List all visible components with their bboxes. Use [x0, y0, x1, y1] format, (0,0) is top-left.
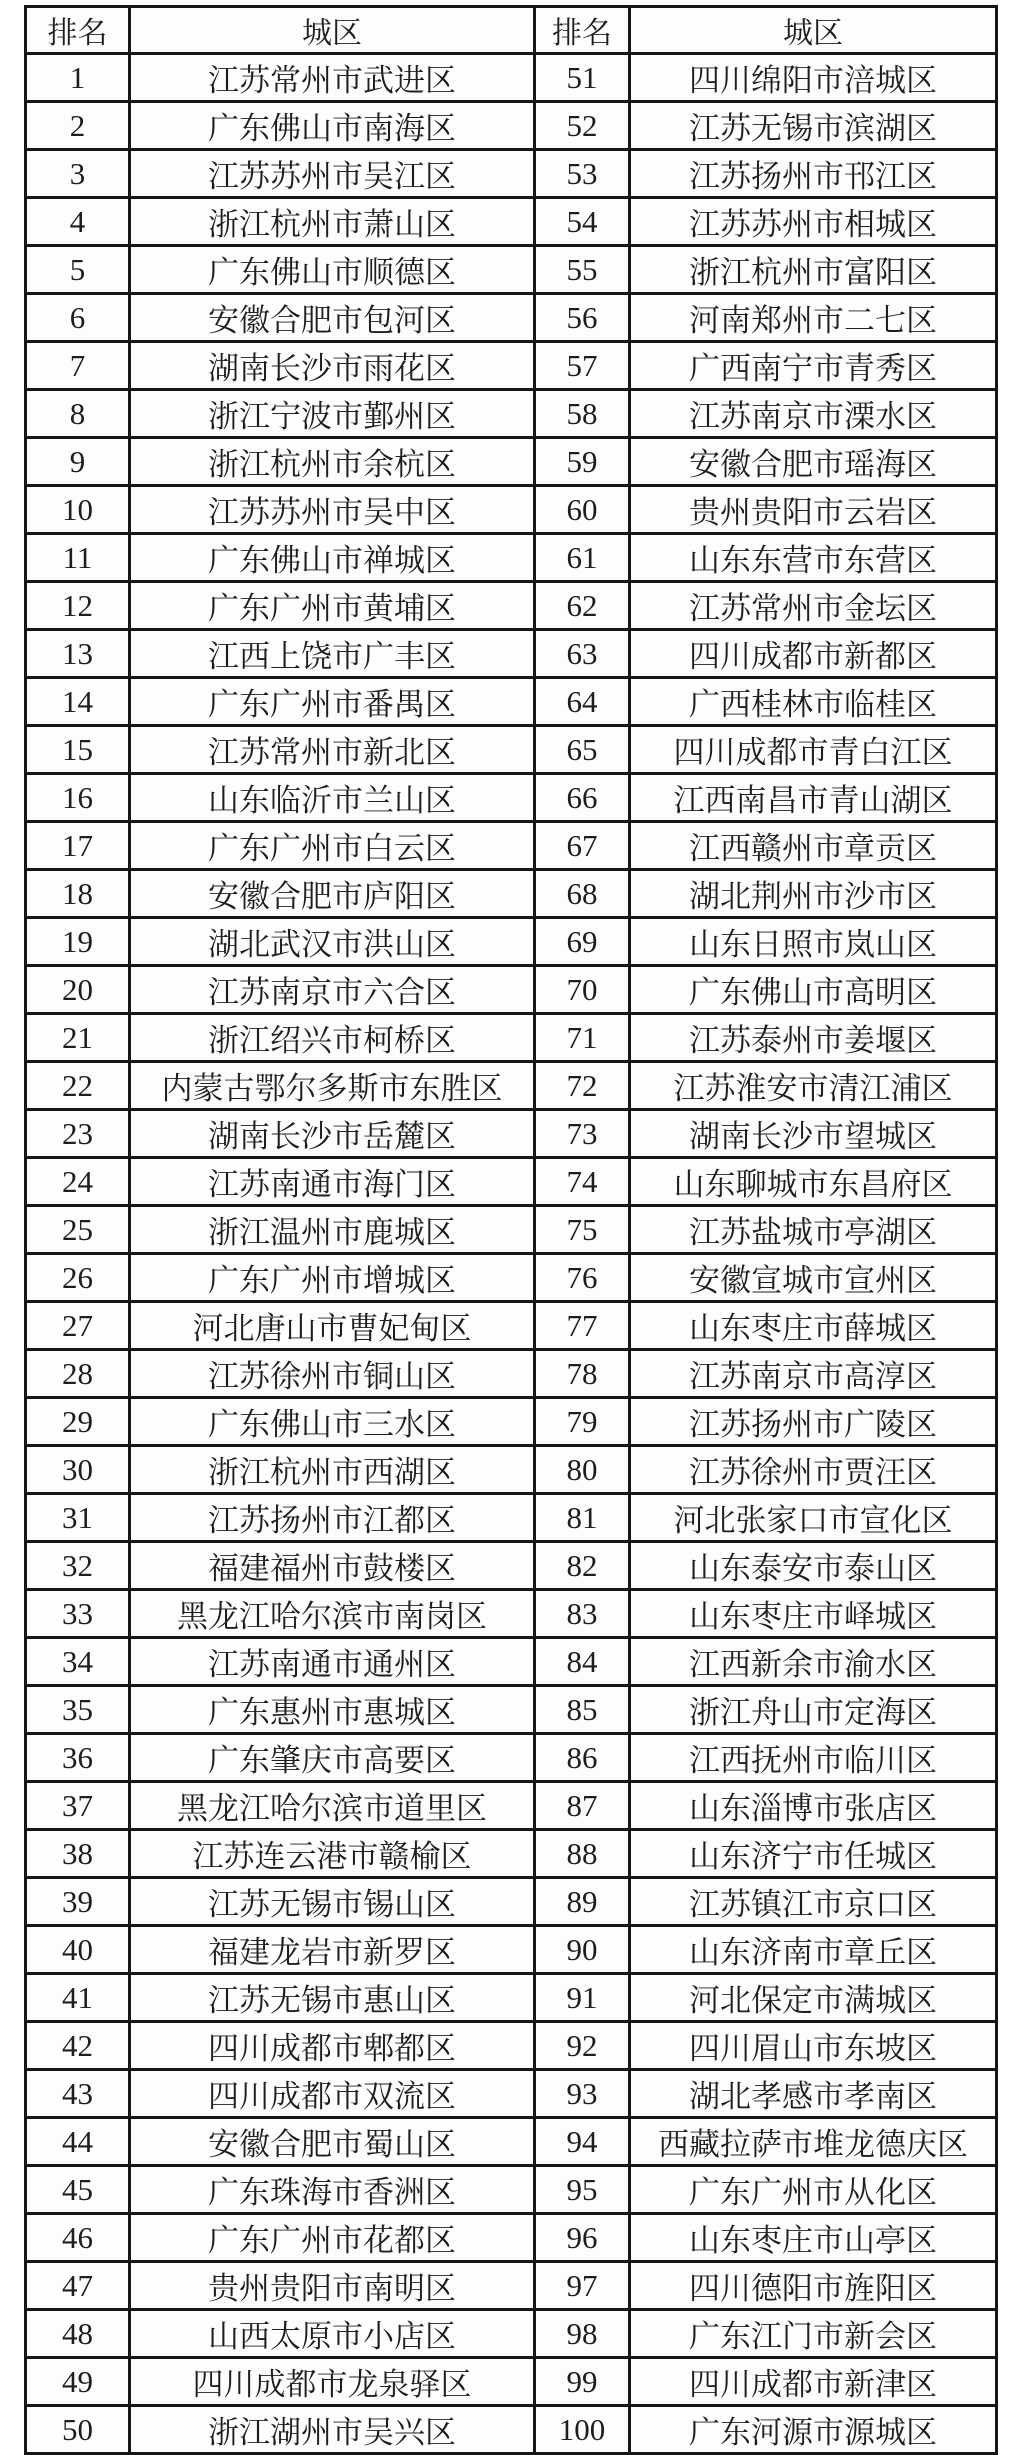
rank-cell: 50	[26, 2406, 130, 2454]
rank-header-left: 排名	[26, 7, 130, 54]
rank-cell: 73	[535, 1110, 630, 1158]
rank-cell: 89	[535, 1878, 630, 1926]
rank-cell: 11	[26, 534, 130, 582]
rank-cell: 64	[535, 678, 630, 726]
district-cell: 黑龙江哈尔滨市道里区	[130, 1782, 535, 1830]
table-row	[26, 1926, 997, 1974]
district-cell: 浙江绍兴市柯桥区	[130, 1014, 535, 1062]
rank-cell: 75	[535, 1206, 630, 1254]
rank-cell: 24	[26, 1158, 130, 1206]
table-row	[26, 1830, 997, 1878]
district-cell: 山东枣庄市峄城区	[630, 1590, 997, 1638]
district-cell: 河北张家口市宣化区	[630, 1494, 997, 1542]
rank-cell: 66	[535, 774, 630, 822]
rank-cell: 95	[535, 2166, 630, 2214]
rank-cell: 36	[26, 1734, 130, 1782]
district-cell: 安徽合肥市瑶海区	[630, 438, 997, 486]
district-cell: 江苏苏州市吴江区	[130, 150, 535, 198]
district-cell: 湖南长沙市岳麓区	[130, 1110, 535, 1158]
rank-cell: 40	[26, 1926, 130, 1974]
rank-cell: 83	[535, 1590, 630, 1638]
rank-cell: 61	[535, 534, 630, 582]
rank-cell: 14	[26, 678, 130, 726]
table-row	[26, 1638, 997, 1686]
district-cell: 浙江温州市鹿城区	[130, 1206, 535, 1254]
district-cell: 湖南长沙市雨花区	[130, 342, 535, 390]
rank-cell: 93	[535, 2070, 630, 2118]
table-row	[26, 1734, 997, 1782]
table-row	[26, 438, 997, 486]
district-cell: 广东佛山市禅城区	[130, 534, 535, 582]
rank-cell: 59	[535, 438, 630, 486]
district-cell: 江苏常州市新北区	[130, 726, 535, 774]
table-row	[26, 390, 997, 438]
table-row	[26, 1590, 997, 1638]
rank-cell: 35	[26, 1686, 130, 1734]
rank-cell: 2	[26, 102, 130, 150]
district-cell: 江苏无锡市惠山区	[130, 1974, 535, 2022]
district-cell: 浙江杭州市萧山区	[130, 198, 535, 246]
district-cell: 广东广州市白云区	[130, 822, 535, 870]
rank-cell: 88	[535, 1830, 630, 1878]
district-cell: 河南郑州市二七区	[630, 294, 997, 342]
table-row	[26, 2214, 997, 2262]
district-cell: 黑龙江哈尔滨市南岗区	[130, 1590, 535, 1638]
rank-cell: 20	[26, 966, 130, 1014]
table-row	[26, 1974, 997, 2022]
district-cell: 江苏南京市六合区	[130, 966, 535, 1014]
district-cell: 江苏淮安市清江浦区	[630, 1062, 997, 1110]
district-cell: 江苏扬州市邗江区	[630, 150, 997, 198]
rank-cell: 28	[26, 1350, 130, 1398]
district-cell: 江苏无锡市锡山区	[130, 1878, 535, 1926]
rank-cell: 22	[26, 1062, 130, 1110]
district-cell: 江西南昌市青山湖区	[630, 774, 997, 822]
header-row	[26, 7, 997, 54]
rank-cell: 47	[26, 2262, 130, 2310]
district-cell: 湖北武汉市洪山区	[130, 918, 535, 966]
rank-cell: 86	[535, 1734, 630, 1782]
table-row	[26, 2406, 997, 2454]
rank-cell: 78	[535, 1350, 630, 1398]
table-row	[26, 774, 997, 822]
table-row	[26, 678, 997, 726]
table-row	[26, 2070, 997, 2118]
district-cell: 广东河源市源城区	[630, 2406, 997, 2454]
rank-cell: 97	[535, 2262, 630, 2310]
district-cell: 四川成都市龙泉驿区	[130, 2358, 535, 2406]
district-cell: 广西南宁市青秀区	[630, 342, 997, 390]
district-cell: 江西新余市渝水区	[630, 1638, 997, 1686]
table-row	[26, 582, 997, 630]
table-row	[26, 1158, 997, 1206]
rank-cell: 99	[535, 2358, 630, 2406]
district-cell: 广东佛山市南海区	[130, 102, 535, 150]
rank-cell: 33	[26, 1590, 130, 1638]
ranking-table-body	[26, 54, 997, 2454]
rank-cell: 71	[535, 1014, 630, 1062]
district-cell: 广西桂林市临桂区	[630, 678, 997, 726]
district-cell: 西藏拉萨市堆龙德庆区	[630, 2118, 997, 2166]
rank-cell: 12	[26, 582, 130, 630]
rank-cell: 39	[26, 1878, 130, 1926]
district-cell: 四川绵阳市涪城区	[630, 54, 997, 102]
district-cell: 江苏镇江市京口区	[630, 1878, 997, 1926]
district-cell: 江苏南京市溧水区	[630, 390, 997, 438]
rank-cell: 87	[535, 1782, 630, 1830]
district-cell: 江苏徐州市贾汪区	[630, 1446, 997, 1494]
table-row	[26, 822, 997, 870]
rank-cell: 55	[535, 246, 630, 294]
table-row	[26, 1062, 997, 1110]
district-cell: 湖南长沙市望城区	[630, 1110, 997, 1158]
table-row	[26, 2310, 997, 2358]
rank-cell: 72	[535, 1062, 630, 1110]
table-row	[26, 534, 997, 582]
district-cell: 福建福州市鼓楼区	[130, 1542, 535, 1590]
rank-cell: 42	[26, 2022, 130, 2070]
rank-cell: 23	[26, 1110, 130, 1158]
district-cell: 江苏徐州市铜山区	[130, 1350, 535, 1398]
district-cell: 浙江宁波市鄞州区	[130, 390, 535, 438]
table-row	[26, 966, 997, 1014]
district-cell: 江苏扬州市广陵区	[630, 1398, 997, 1446]
rank-cell: 21	[26, 1014, 130, 1062]
rank-cell: 68	[535, 870, 630, 918]
district-cell: 山东济南市章丘区	[630, 1926, 997, 1974]
district-cell: 浙江杭州市西湖区	[130, 1446, 535, 1494]
rank-cell: 27	[26, 1302, 130, 1350]
district-cell: 江苏苏州市吴中区	[130, 486, 535, 534]
district-cell: 四川成都市郫都区	[130, 2022, 535, 2070]
rank-cell: 94	[535, 2118, 630, 2166]
district-cell: 广东佛山市三水区	[130, 1398, 535, 1446]
rank-cell: 67	[535, 822, 630, 870]
district-cell: 内蒙古鄂尔多斯市东胜区	[130, 1062, 535, 1110]
rank-header-right: 排名	[535, 7, 630, 54]
rank-cell: 43	[26, 2070, 130, 2118]
district-cell: 江苏南通市通州区	[130, 1638, 535, 1686]
district-cell: 江西赣州市章贡区	[630, 822, 997, 870]
rank-cell: 74	[535, 1158, 630, 1206]
rank-cell: 10	[26, 486, 130, 534]
rank-cell: 8	[26, 390, 130, 438]
table-row	[26, 198, 997, 246]
rank-cell: 85	[535, 1686, 630, 1734]
rank-cell: 37	[26, 1782, 130, 1830]
district-cell: 山东淄博市张店区	[630, 1782, 997, 1830]
district-cell: 江苏泰州市姜堰区	[630, 1014, 997, 1062]
district-cell: 江苏无锡市滨湖区	[630, 102, 997, 150]
rank-cell: 76	[535, 1254, 630, 1302]
rank-cell: 26	[26, 1254, 130, 1302]
district-cell: 山东东营市东营区	[630, 534, 997, 582]
rank-cell: 81	[535, 1494, 630, 1542]
district-cell: 贵州贵阳市云岩区	[630, 486, 997, 534]
rank-cell: 38	[26, 1830, 130, 1878]
table-row	[26, 2118, 997, 2166]
rank-cell: 80	[535, 1446, 630, 1494]
rank-cell: 7	[26, 342, 130, 390]
table-row	[26, 1878, 997, 1926]
rank-cell: 4	[26, 198, 130, 246]
district-header-left: 城区	[130, 7, 535, 54]
district-cell: 湖北荆州市沙市区	[630, 870, 997, 918]
rank-cell: 41	[26, 1974, 130, 2022]
rank-cell: 15	[26, 726, 130, 774]
table-row	[26, 1350, 997, 1398]
rank-cell: 77	[535, 1302, 630, 1350]
district-cell: 江苏常州市金坛区	[630, 582, 997, 630]
rank-cell: 92	[535, 2022, 630, 2070]
district-cell: 山东枣庄市山亭区	[630, 2214, 997, 2262]
rank-cell: 91	[535, 1974, 630, 2022]
rank-cell: 18	[26, 870, 130, 918]
table-row	[26, 1398, 997, 1446]
district-cell: 浙江杭州市富阳区	[630, 246, 997, 294]
district-cell: 广东珠海市香洲区	[130, 2166, 535, 2214]
table-row	[26, 1446, 997, 1494]
table-row	[26, 1110, 997, 1158]
table-row	[26, 342, 997, 390]
district-cell: 山西太原市小店区	[130, 2310, 535, 2358]
district-cell: 江苏苏州市相城区	[630, 198, 997, 246]
district-cell: 安徽合肥市蜀山区	[130, 2118, 535, 2166]
district-ranking-table	[24, 5, 998, 2455]
rank-cell: 65	[535, 726, 630, 774]
rank-cell: 32	[26, 1542, 130, 1590]
district-cell: 河北唐山市曹妃甸区	[130, 1302, 535, 1350]
district-cell: 广东广州市黄埔区	[130, 582, 535, 630]
district-cell: 山东日照市岚山区	[630, 918, 997, 966]
table-row	[26, 1542, 997, 1590]
district-cell: 山东济宁市任城区	[630, 1830, 997, 1878]
table-row	[26, 726, 997, 774]
rank-cell: 84	[535, 1638, 630, 1686]
district-cell: 江西上饶市广丰区	[130, 630, 535, 678]
rank-cell: 98	[535, 2310, 630, 2358]
district-cell: 浙江湖州市吴兴区	[130, 2406, 535, 2454]
district-cell: 四川成都市双流区	[130, 2070, 535, 2118]
rank-cell: 34	[26, 1638, 130, 1686]
rank-cell: 53	[535, 150, 630, 198]
rank-cell: 31	[26, 1494, 130, 1542]
table-row	[26, 2358, 997, 2406]
table-row	[26, 630, 997, 678]
district-cell: 江苏南通市海门区	[130, 1158, 535, 1206]
rank-cell: 51	[535, 54, 630, 102]
district-cell: 浙江杭州市余杭区	[130, 438, 535, 486]
table-row	[26, 870, 997, 918]
table-row	[26, 918, 997, 966]
district-cell: 山东泰安市泰山区	[630, 1542, 997, 1590]
district-cell: 四川成都市新都区	[630, 630, 997, 678]
table-row	[26, 246, 997, 294]
table-row	[26, 1686, 997, 1734]
rank-cell: 70	[535, 966, 630, 1014]
rank-cell: 9	[26, 438, 130, 486]
table-row	[26, 2262, 997, 2310]
table-row	[26, 2022, 997, 2070]
district-cell: 江苏南京市高淳区	[630, 1350, 997, 1398]
table-row	[26, 1254, 997, 1302]
table-row	[26, 150, 997, 198]
district-cell: 广东广州市番禺区	[130, 678, 535, 726]
district-cell: 河北保定市满城区	[630, 1974, 997, 2022]
rank-cell: 62	[535, 582, 630, 630]
rank-cell: 49	[26, 2358, 130, 2406]
rank-cell: 13	[26, 630, 130, 678]
rank-cell: 5	[26, 246, 130, 294]
district-cell: 山东聊城市东昌府区	[630, 1158, 997, 1206]
district-header-right: 城区	[630, 7, 997, 54]
rank-cell: 46	[26, 2214, 130, 2262]
district-cell: 安徽合肥市包河区	[130, 294, 535, 342]
district-cell: 江苏扬州市江都区	[130, 1494, 535, 1542]
district-cell: 广东江门市新会区	[630, 2310, 997, 2358]
district-cell: 山东临沂市兰山区	[130, 774, 535, 822]
rank-cell: 44	[26, 2118, 130, 2166]
rank-cell: 82	[535, 1542, 630, 1590]
rank-cell: 3	[26, 150, 130, 198]
table-row	[26, 54, 997, 102]
rank-cell: 69	[535, 918, 630, 966]
district-cell: 安徽宣城市宣州区	[630, 1254, 997, 1302]
district-cell: 江苏盐城市亭湖区	[630, 1206, 997, 1254]
table-row	[26, 486, 997, 534]
district-cell: 江苏常州市武进区	[130, 54, 535, 102]
district-cell: 四川德阳市旌阳区	[630, 2262, 997, 2310]
district-cell: 广东惠州市惠城区	[130, 1686, 535, 1734]
district-cell: 安徽合肥市庐阳区	[130, 870, 535, 918]
table-row	[26, 1494, 997, 1542]
district-cell: 四川成都市新津区	[630, 2358, 997, 2406]
district-cell: 山东枣庄市薛城区	[630, 1302, 997, 1350]
rank-cell: 100	[535, 2406, 630, 2454]
rank-cell: 60	[535, 486, 630, 534]
rank-cell: 30	[26, 1446, 130, 1494]
rank-cell: 45	[26, 2166, 130, 2214]
rank-cell: 6	[26, 294, 130, 342]
district-cell: 广东广州市增城区	[130, 1254, 535, 1302]
rank-cell: 57	[535, 342, 630, 390]
district-cell: 湖北孝感市孝南区	[630, 2070, 997, 2118]
district-cell: 四川眉山市东坡区	[630, 2022, 997, 2070]
district-cell: 广东肇庆市高要区	[130, 1734, 535, 1782]
table-row	[26, 1206, 997, 1254]
rank-cell: 48	[26, 2310, 130, 2358]
rank-cell: 79	[535, 1398, 630, 1446]
rank-cell: 17	[26, 822, 130, 870]
table-row	[26, 1782, 997, 1830]
table-row	[26, 1302, 997, 1350]
table-row	[26, 102, 997, 150]
rank-cell: 58	[535, 390, 630, 438]
district-cell: 广东广州市从化区	[630, 2166, 997, 2214]
rank-cell: 29	[26, 1398, 130, 1446]
district-cell: 贵州贵阳市南明区	[130, 2262, 535, 2310]
rank-cell: 1	[26, 54, 130, 102]
district-cell: 江苏连云港市赣榆区	[130, 1830, 535, 1878]
district-cell: 江西抚州市临川区	[630, 1734, 997, 1782]
table-row	[26, 2166, 997, 2214]
rank-cell: 56	[535, 294, 630, 342]
district-cell: 浙江舟山市定海区	[630, 1686, 997, 1734]
rank-cell: 16	[26, 774, 130, 822]
rank-cell: 63	[535, 630, 630, 678]
district-cell: 四川成都市青白江区	[630, 726, 997, 774]
district-cell: 广东佛山市高明区	[630, 966, 997, 1014]
rank-cell: 54	[535, 198, 630, 246]
rank-cell: 19	[26, 918, 130, 966]
table-row	[26, 294, 997, 342]
rank-cell: 52	[535, 102, 630, 150]
rank-cell: 90	[535, 1926, 630, 1974]
rank-cell: 96	[535, 2214, 630, 2262]
district-cell: 福建龙岩市新罗区	[130, 1926, 535, 1974]
district-cell: 广东佛山市顺德区	[130, 246, 535, 294]
district-cell: 广东广州市花都区	[130, 2214, 535, 2262]
rank-cell: 25	[26, 1206, 130, 1254]
table-row	[26, 1014, 997, 1062]
